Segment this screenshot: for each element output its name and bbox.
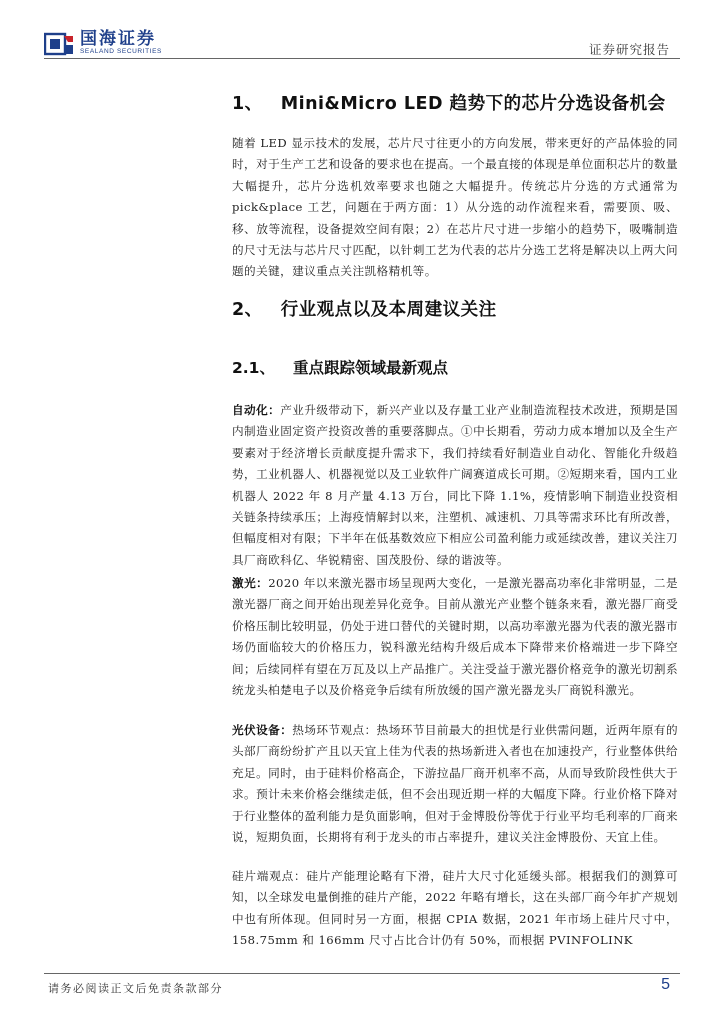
page-number: 5 [661,976,670,993]
laser-label: 激光： [232,576,269,590]
logo-text [80,31,162,56]
section-2-1-number: 2.1、 [232,359,275,377]
laser-paragraph [232,573,678,701]
header-divider [44,58,680,59]
section-2-heading [232,296,497,321]
disclaimer-note: 请务必阅读正文后免责条款部分 [48,982,223,995]
section-1-paragraph: 随着 LED 显示技术的发展，芯片尺寸往更小的方向发展，带来更好的产品体验的同时，对于生产工艺和设备的要求也在提高。一个最直接的体现是单位面积芯片的数量大幅提升，芯片分选机效率要求也随之大幅提升。传统芯片分选的方式通常为 pick&place 工艺，问题在于两方面：1）从分选的动作流程来看，需要顶、吸、移、放等流程，设备提效空间有限；2）在芯片尺寸进一步缩小的趋势下，吸嘴制造的尺寸无法与芯片尺寸匹配，以针刺工艺为代表的芯片分选工艺将是解决以上两大问题的关键，建议重点关注凯格精机等。 [232,136,678,279]
sealand-logo-icon [44,32,74,56]
section-1-heading [232,90,666,115]
page-header [0,0,724,62]
section-2-1-title: 重点跟踪领域最新观点 [292,359,448,377]
section-2-title: 行业观点以及本周建议关注 [280,300,497,320]
section-1-title: Mini&Micro LED 趋势下的芯片分选设备机会 [280,94,666,114]
wafer-paragraph: 硅片端观点：硅片产能理论略有下滑，硅片大尺寸化延缓头部。根据我们的测算可知，以全球发电量倒推的硅片产能，2022 年略有增长，这在头部厂商今年扩产规划中也有所体现。但同时另一方面，根据 CPIA 数据，2021 年市场上硅片尺寸中，158.75mm 和 166mm 尺寸占比合计仍有 50%，而根据 PVINFOLINK [232,869,678,948]
pv-equipment-text: 热场环节观点：热场环节目前最大的担忧是行业供需问题，近两年原有的头部厂商纷纷扩产且以天宜上佳为代表的热场新进入者也在加速投产，行业整体供给充足。同时，由于硅料价格高企，下游拉晶厂商开机率不高，从而导致阶段性供大于求。预计未来价格会继续走低，但不会出现近期一样的大幅度下降。行业价格下降对于行业整体的盈利能力是负面影响，但对于金博股份等优于行业平均毛利率的厂商来说，短期负面，长期将有利于龙头的市占率提升，建议关注金博股份、天宜上佳。 [232,723,678,845]
logo-chinese-name: 国海证券 [80,29,156,49]
report-type-label: 证券研究报告 [588,42,670,57]
section-1-number: 1、 [232,94,263,114]
pv-equipment-label: 光伏设备： [232,723,293,737]
automation-label: 自动化： [232,403,281,417]
laser-text: 2020 年以来激光器市场呈现两大变化，一是激光器高功率化非常明显，二是激光器厂商之间开始出现差异化竞争。目前从激光产业整个链条来看，激光器厂商受价格压制比较明显，仍处于进口替代的关键时期，以高功率激光器为代表的激光器市场仍面临较大的价格压力，锐科激光结构升级后成本下降带来价格端进一步下降空间；后续同样有望在万瓦及以上产品推广。关注受益于激光器价格竞争的激光切割系统龙头柏楚电子以及价格竞争后续有所放缓的国产激光器龙头厂商锐科激光。 [232,576,678,698]
pv-equipment-paragraph [232,720,678,848]
footer-divider [44,973,680,974]
company-logo [44,31,162,56]
section-2-1-heading [232,356,448,378]
automation-paragraph [232,400,678,571]
logo-english-name: SEALAND SECURITIES [80,48,162,55]
automation-text: 产业升级带动下，新兴产业以及存量工业产业制造流程技术改进，预期是国内制造业固定资产投资改善的重要落脚点。①中长期看，劳动力成本增加以及全生产要素对于经济增长贡献度提升需求下，我们持续看好制造业自动化、智能化升级趋势，工业机器人、机器视觉以及工业软件广阔赛道成长可期。②短期来看，国内工业机器人 2022 年 8 月产量 4.13 万台，同比下降 1.1%，疫情影响下制造业投资相关链条持续承压；上海疫情解封以来，注塑机、减速机、刀具等需求环比有所改善，但幅度相对有限；下半年在低基数效应下相应公司盈利能力或延续改善，建议关注刀具厂商欧科亿、华锐精密、国茂股份、绿的谐波等。 [232,403,678,567]
section-2-number: 2、 [232,300,263,320]
